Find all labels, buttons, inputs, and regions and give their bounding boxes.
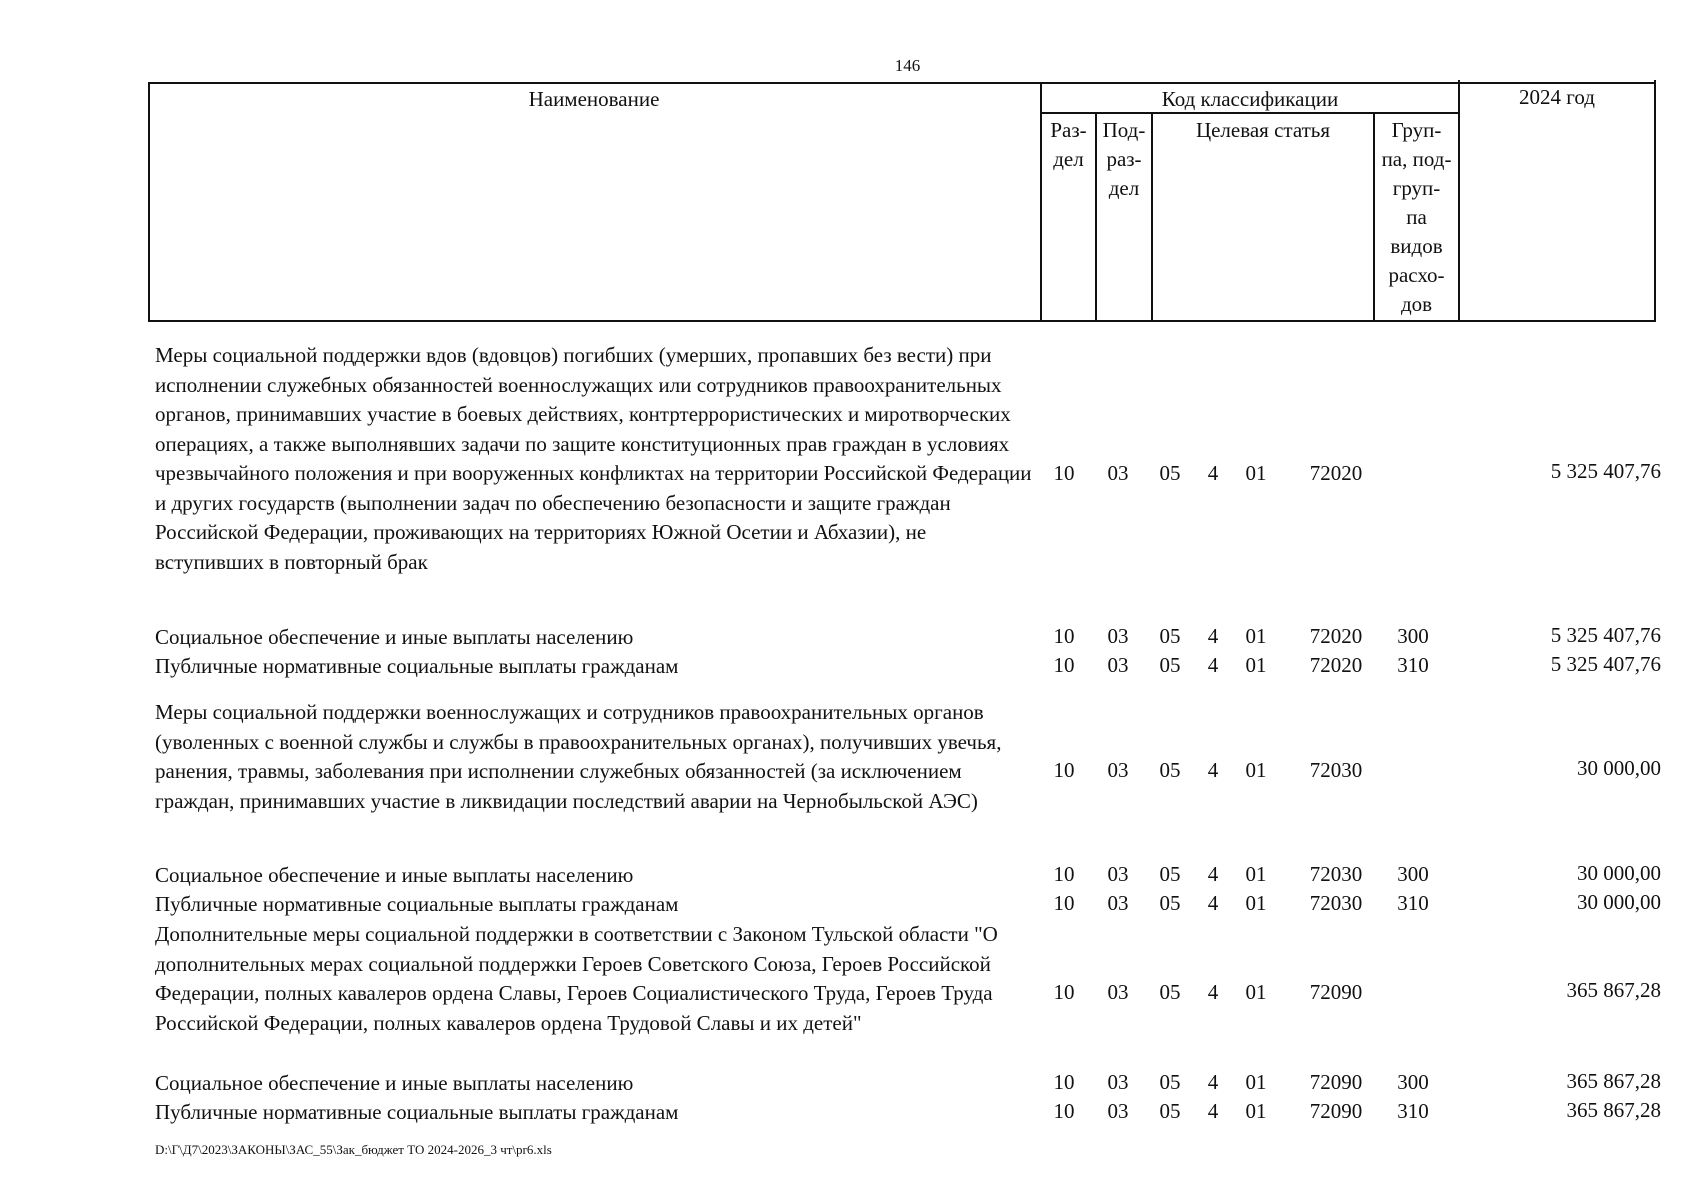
row-name: Публичные нормативные социальные выплаты гражданам [155,1100,679,1124]
header-podrazdel: Под- раз- дел [1102,118,1146,200]
row-amount: 365 867,28 [1566,978,1661,1002]
row-amount: 30 000,00 [1577,861,1661,885]
row-target-1: 05 [1159,461,1181,485]
table-header [148,80,1656,322]
row-podrazdel: 03 [1107,758,1129,782]
row-target-2: 4 [1207,1099,1219,1123]
row-razdel: 10 [1053,862,1075,886]
row-target-4: 72090 [1309,1070,1363,1094]
row-target-3: 01 [1245,758,1267,782]
row-podrazdel: 03 [1107,980,1129,1004]
row-razdel: 10 [1053,1099,1075,1123]
row-target-2: 4 [1207,758,1219,782]
row-group: 310 [1397,653,1429,677]
row-group: 310 [1397,1099,1429,1123]
row-razdel: 10 [1053,891,1075,915]
row-name: Социальное обеспечение и иные выплаты населению [155,863,634,887]
row-razdel: 10 [1053,1070,1075,1094]
row-target-3: 01 [1245,1070,1267,1094]
row-target-2: 4 [1207,891,1219,915]
row-razdel: 10 [1053,758,1075,782]
row-target-3: 01 [1245,1099,1267,1123]
row-razdel: 10 [1053,980,1075,1004]
row-target-2: 4 [1207,980,1219,1004]
row-target-2: 4 [1207,1070,1219,1094]
row-podrazdel: 03 [1107,461,1129,485]
row-podrazdel: 03 [1107,624,1129,648]
header-target-article: Целевая статья [1195,118,1331,142]
row-target-1: 05 [1159,624,1181,648]
row-target-4: 72020 [1309,624,1363,648]
row-target-3: 01 [1245,862,1267,886]
header-year: 2024 год [1519,85,1595,109]
row-amount: 365 867,28 [1566,1098,1661,1122]
row-target-4: 72030 [1309,891,1363,915]
row-amount: 365 867,28 [1566,1069,1661,1093]
row-target-3: 01 [1245,624,1267,648]
row-target-3: 01 [1245,653,1267,677]
row-razdel: 10 [1053,461,1075,485]
row-name: Дополнительные меры социальной поддержки в соответствии с Законом Тульской области "О дополнительных мерах социальной поддержки Героев Советского Союза, Героев Российской Федерации, полных кавалеров ордена Славы, Героев Социалистического Труда, Героев Труда Российской Федерации, полных кавалеров ордена Трудовой Славы и их детей" [155,922,998,1035]
row-name: Меры социальной поддержки военнослужащих и сотрудников правоохранительных органов (уволенных с военной службы и службы в правоохранительных органах), получивших увечья, ранения, травмы, заболевания при исполнении служебных обязанностей (за исключением граждан, принимавших участие в ликвидации последствий аварии на Чернобыльской АЭС) [155,700,1002,813]
row-target-1: 05 [1159,980,1181,1004]
row-target-4: 72020 [1309,461,1363,485]
file-path-footer: D:\Г\Д7\2023\ЗАКОНЫ\ЗАС_55\Зак_бюджет ТО 2024-2026_3 чт\pr6.xls [155,1142,552,1157]
row-target-1: 05 [1159,1070,1181,1094]
row-target-4: 72020 [1309,653,1363,677]
row-group: 300 [1397,624,1429,648]
header-name: Наименование [528,87,660,111]
row-target-2: 4 [1207,461,1219,485]
header-code-classification: Код классификации [1161,87,1339,111]
row-amount: 30 000,00 [1577,756,1661,780]
row-name: Публичные нормативные социальные выплаты гражданам [155,892,679,916]
row-amount: 5 325 407,76 [1550,459,1661,483]
row-target-1: 05 [1159,1099,1181,1123]
row-target-1: 05 [1159,653,1181,677]
row-target-1: 05 [1159,862,1181,886]
row-target-3: 01 [1245,980,1267,1004]
row-podrazdel: 03 [1107,1070,1129,1094]
header-expense-group: Груп- па, под- груп- па видов расхо- дов [1381,118,1452,316]
row-target-2: 4 [1207,653,1219,677]
row-name: Меры социальной поддержки вдов (вдовцов) погибших (умерших, пропавших без вести) при исполнении служебных обязанностей военнослужащих или сотрудников правоохранительных органов, принимавших участие в боевых действиях, контртеррористических и миротворческих операциях, а также выполнявших задачи по защите конституционных прав граждан в условиях чрезвычайного положения и при вооруженных конфликтах на территории Российской Федерации и других государств (выполнении задач по обеспечению безопасности и защите граждан Российской Федерации, проживающих на территориях Южной Осетии и Абхазии), не вступивших в повторный брак [155,343,1032,574]
row-podrazdel: 03 [1107,862,1129,886]
row-target-4: 72090 [1309,1099,1363,1123]
row-group: 300 [1397,862,1429,886]
row-target-1: 05 [1159,891,1181,915]
row-amount: 30 000,00 [1577,890,1661,914]
row-target-4: 72030 [1309,758,1363,782]
row-target-2: 4 [1207,624,1219,648]
row-razdel: 10 [1053,653,1075,677]
row-podrazdel: 03 [1107,653,1129,677]
row-amount: 5 325 407,76 [1550,652,1661,676]
row-amount: 5 325 407,76 [1550,623,1661,647]
row-razdel: 10 [1053,624,1075,648]
row-name: Социальное обеспечение и иные выплаты населению [155,625,634,649]
header-razdel: Раз- дел [1050,118,1087,171]
row-target-3: 01 [1245,891,1267,915]
row-target-1: 05 [1159,758,1181,782]
row-group: 300 [1397,1070,1429,1094]
row-group: 310 [1397,891,1429,915]
page-number: 146 [894,56,921,75]
row-target-3: 01 [1245,461,1267,485]
row-target-4: 72030 [1309,862,1363,886]
row-name: Публичные нормативные социальные выплаты гражданам [155,654,679,678]
row-podrazdel: 03 [1107,1099,1129,1123]
row-podrazdel: 03 [1107,891,1129,915]
row-name: Социальное обеспечение и иные выплаты населению [155,1071,634,1095]
row-target-4: 72090 [1309,980,1363,1004]
row-target-2: 4 [1207,862,1219,886]
